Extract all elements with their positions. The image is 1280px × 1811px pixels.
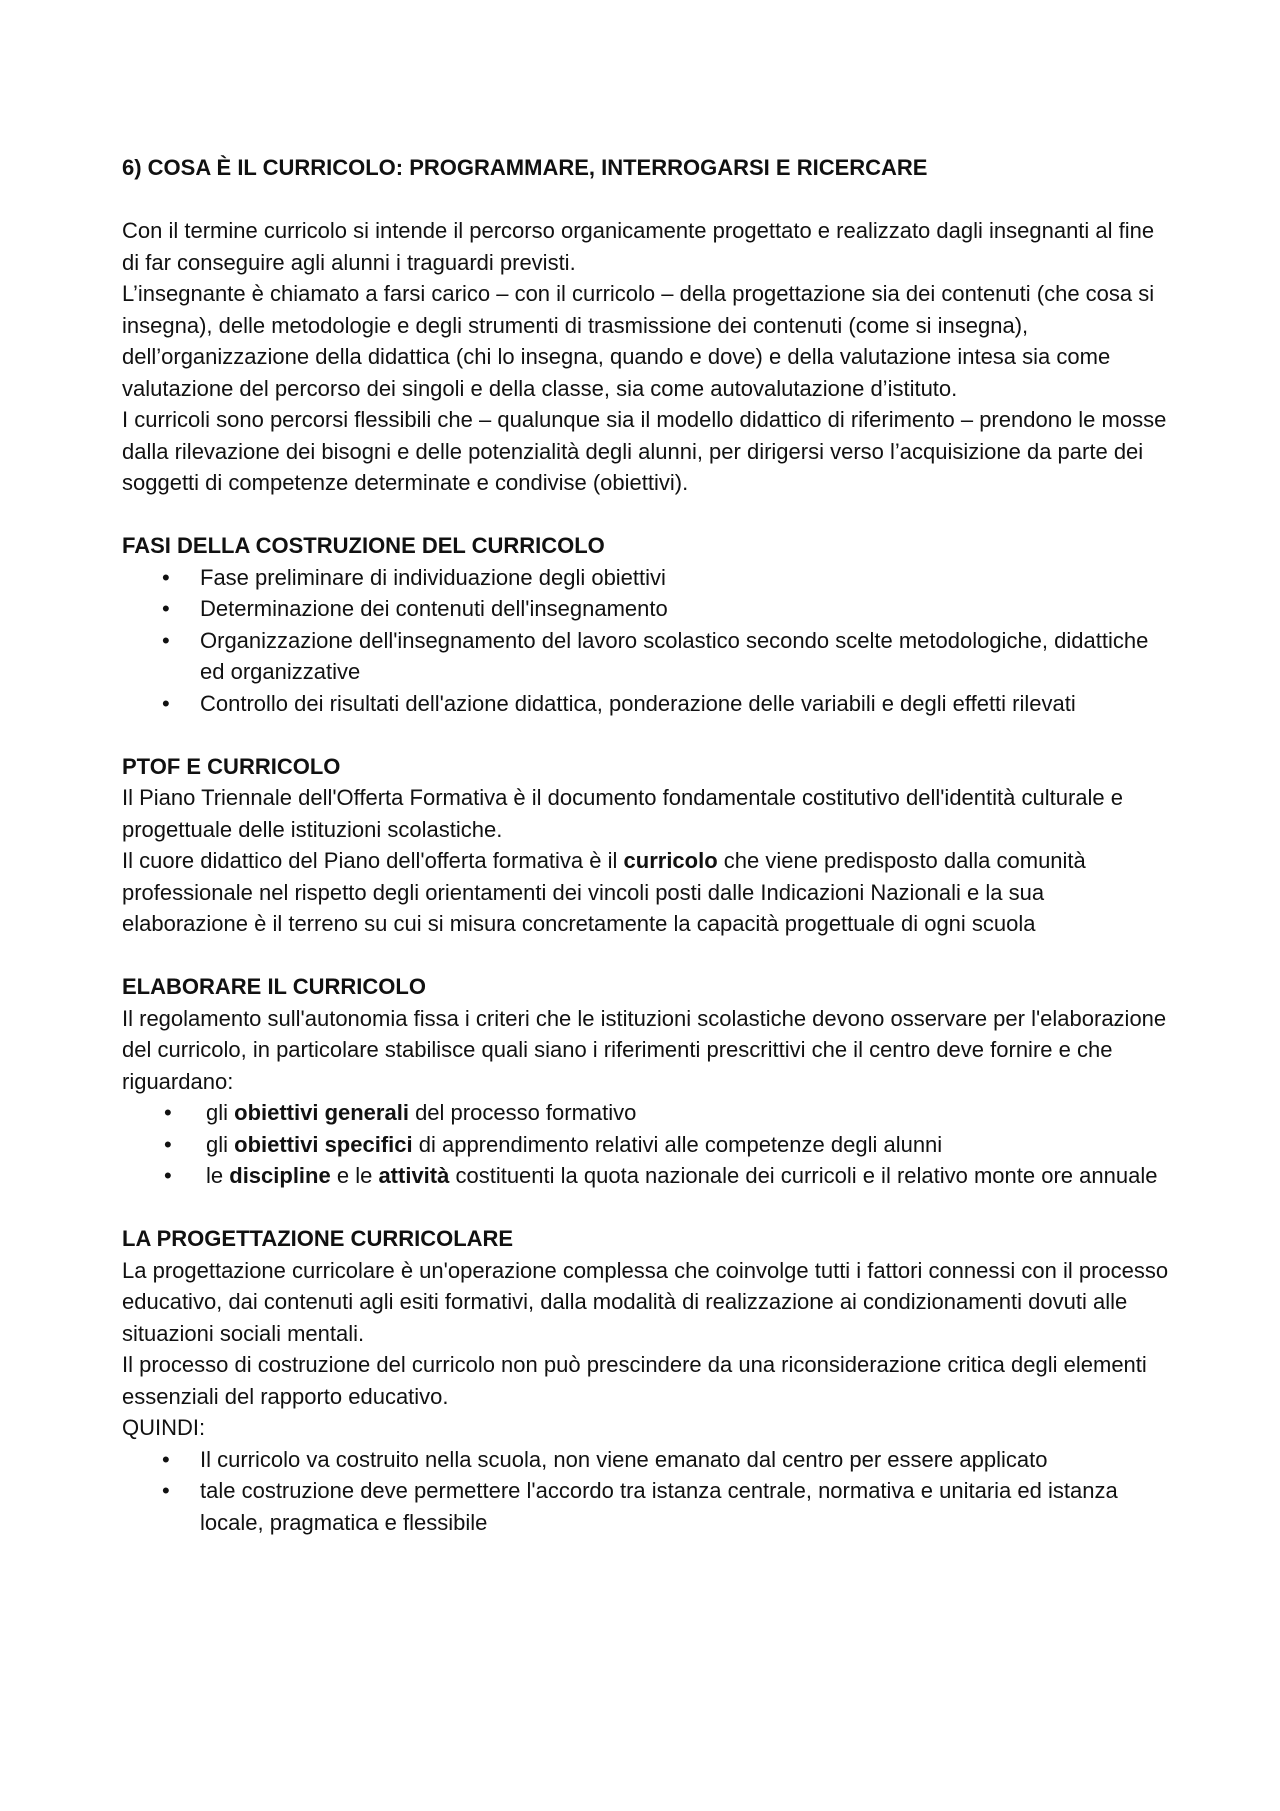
elaborare-heading: ELABORARE IL CURRICOLO	[122, 974, 426, 999]
list-item: • Determinazione dei contenuti dell'insegnamento	[122, 593, 1172, 625]
spacer	[122, 499, 1172, 531]
ptof-paragraph-1: Il Piano Triennale dell'Offerta Formativa è il documento fondamentale costitutivo dell'identità culturale e progettuale delle istituzioni scolastiche.	[122, 785, 1123, 842]
spacer	[122, 184, 1172, 216]
bullet-icon: •	[164, 1163, 172, 1188]
list-item: • Fase preliminare di individuazione degli obiettivi	[122, 562, 1172, 594]
list-item: • gli obiettivi specifici di apprendimento relativi alle competenze degli alunni	[122, 1129, 1172, 1161]
intro-paragraph-2: L’insegnante è chiamato a farsi carico – con il curricolo – della progettazione sia dei contenuti (che cosa si insegna), delle metodologie e degli strumenti di trasmissione dei contenuti (come si insegna), dell’organizzazione della didattica (chi lo insegna, quando e dove) e della valutazione intesa sia come valutazione del percorso dei singoli e della classe, sia come autovalutazione d’istituto.	[122, 281, 1155, 401]
bullet-icon: •	[162, 1478, 170, 1503]
list-item: • le discipline e le attività costituenti la quota nazionale dei curricoli e il relativo monte ore annuale	[122, 1160, 1172, 1192]
intro-paragraph-1: Con il termine curricolo si intende il percorso organicamente progettato e realizzato dagli insegnanti al fine di far conseguire agli alunni i traguardi previsti.	[122, 218, 1155, 275]
elaborare-paragraph: Il regolamento sull'autonomia fissa i criteri che le istituzioni scolastiche devono osservare per l'elaborazione del curricolo, in particolare stabilisce quali siano i riferimenti prescrittivi che il centro deve fornire e che riguardano:	[122, 1005, 1167, 1094]
fasi-list	[122, 562, 1172, 720]
list-item: • Organizzazione dell'insegnamento del lavoro scolastico secondo scelte metodologiche, didattiche ed organizzative	[122, 625, 1172, 688]
ptof-heading: PTOF E CURRICOLO	[122, 753, 341, 779]
list-item: • Il curricolo va costruito nella scuola, non viene emanato dal centro per essere applicato	[122, 1444, 1172, 1476]
ptof-paragraph-2: Il cuore didattico del Piano dell'offerta formativa è il curricolo che viene predisposto dalla comunità professionale nel rispetto degli orientamenti dei vincoli posti dalle Indicazioni Nazionali e la sua elaborazione è il terreno su cui si misura concretamente la capacità progettuale di ogni scuola	[122, 848, 1086, 936]
page-title: 6) COSA È IL CURRICOLO: PROGRAMMARE, INTERROGARSI E RICERCARE	[122, 155, 928, 180]
list-item: • tale costruzione deve permettere l'accordo tra istanza centrale, normativa e unitaria ed istanza locale, pragmatica e flessibile	[122, 1475, 1172, 1538]
progettazione-paragraph-2: Il processo di costruzione del curricolo non può prescindere da una riconsiderazione critica degli elementi essenziali del rapporto educativo.	[122, 1352, 1147, 1409]
progettazione-list	[122, 1444, 1172, 1539]
fasi-heading: FASI DELLA COSTRUZIONE DEL CURRICOLO	[122, 533, 605, 558]
list-item: • gli obiettivi generali del processo formativo	[122, 1097, 1172, 1129]
intro-paragraph-3: I curricoli sono percorsi flessibili che – qualunque sia il modello didattico di riferimento – prendono le mosse dalla rilevazione dei bisogni e delle potenzialità degli alunni, per dirigersi verso l’acquisizione da parte dei soggetti di competenze determinate e condivise (obiettivi).	[122, 407, 1167, 495]
bullet-icon: •	[162, 627, 170, 653]
bullet-icon: •	[164, 1100, 172, 1125]
bullet-icon: •	[162, 690, 170, 716]
quindi-label: QUINDI:	[122, 1415, 206, 1440]
list-item: • Controllo dei risultati dell'azione didattica, ponderazione delle variabili e degli effetti rilevati	[122, 688, 1172, 720]
bullet-icon: •	[162, 564, 170, 590]
bullet-icon: •	[162, 596, 170, 621]
progettazione-heading: LA PROGETTAZIONE CURRICOLARE	[122, 1226, 514, 1251]
document-body	[122, 152, 1172, 1538]
spacer	[122, 940, 1172, 972]
bullet-icon: •	[162, 1446, 170, 1472]
spacer	[122, 1192, 1172, 1224]
bullet-icon: •	[164, 1131, 172, 1157]
elaborare-list	[122, 1097, 1172, 1192]
curricolo-emphasis: curricolo	[623, 848, 718, 873]
progettazione-paragraph-1: La progettazione curricolare è un'operazione complessa che coinvolge tutti i fattori connessi con il processo educativo, dai contenuti agli esiti formativi, dalla modalità di realizzazione ai condizionamenti dovuti alle situazioni sociali mentali.	[122, 1257, 1169, 1346]
spacer	[122, 719, 1172, 751]
